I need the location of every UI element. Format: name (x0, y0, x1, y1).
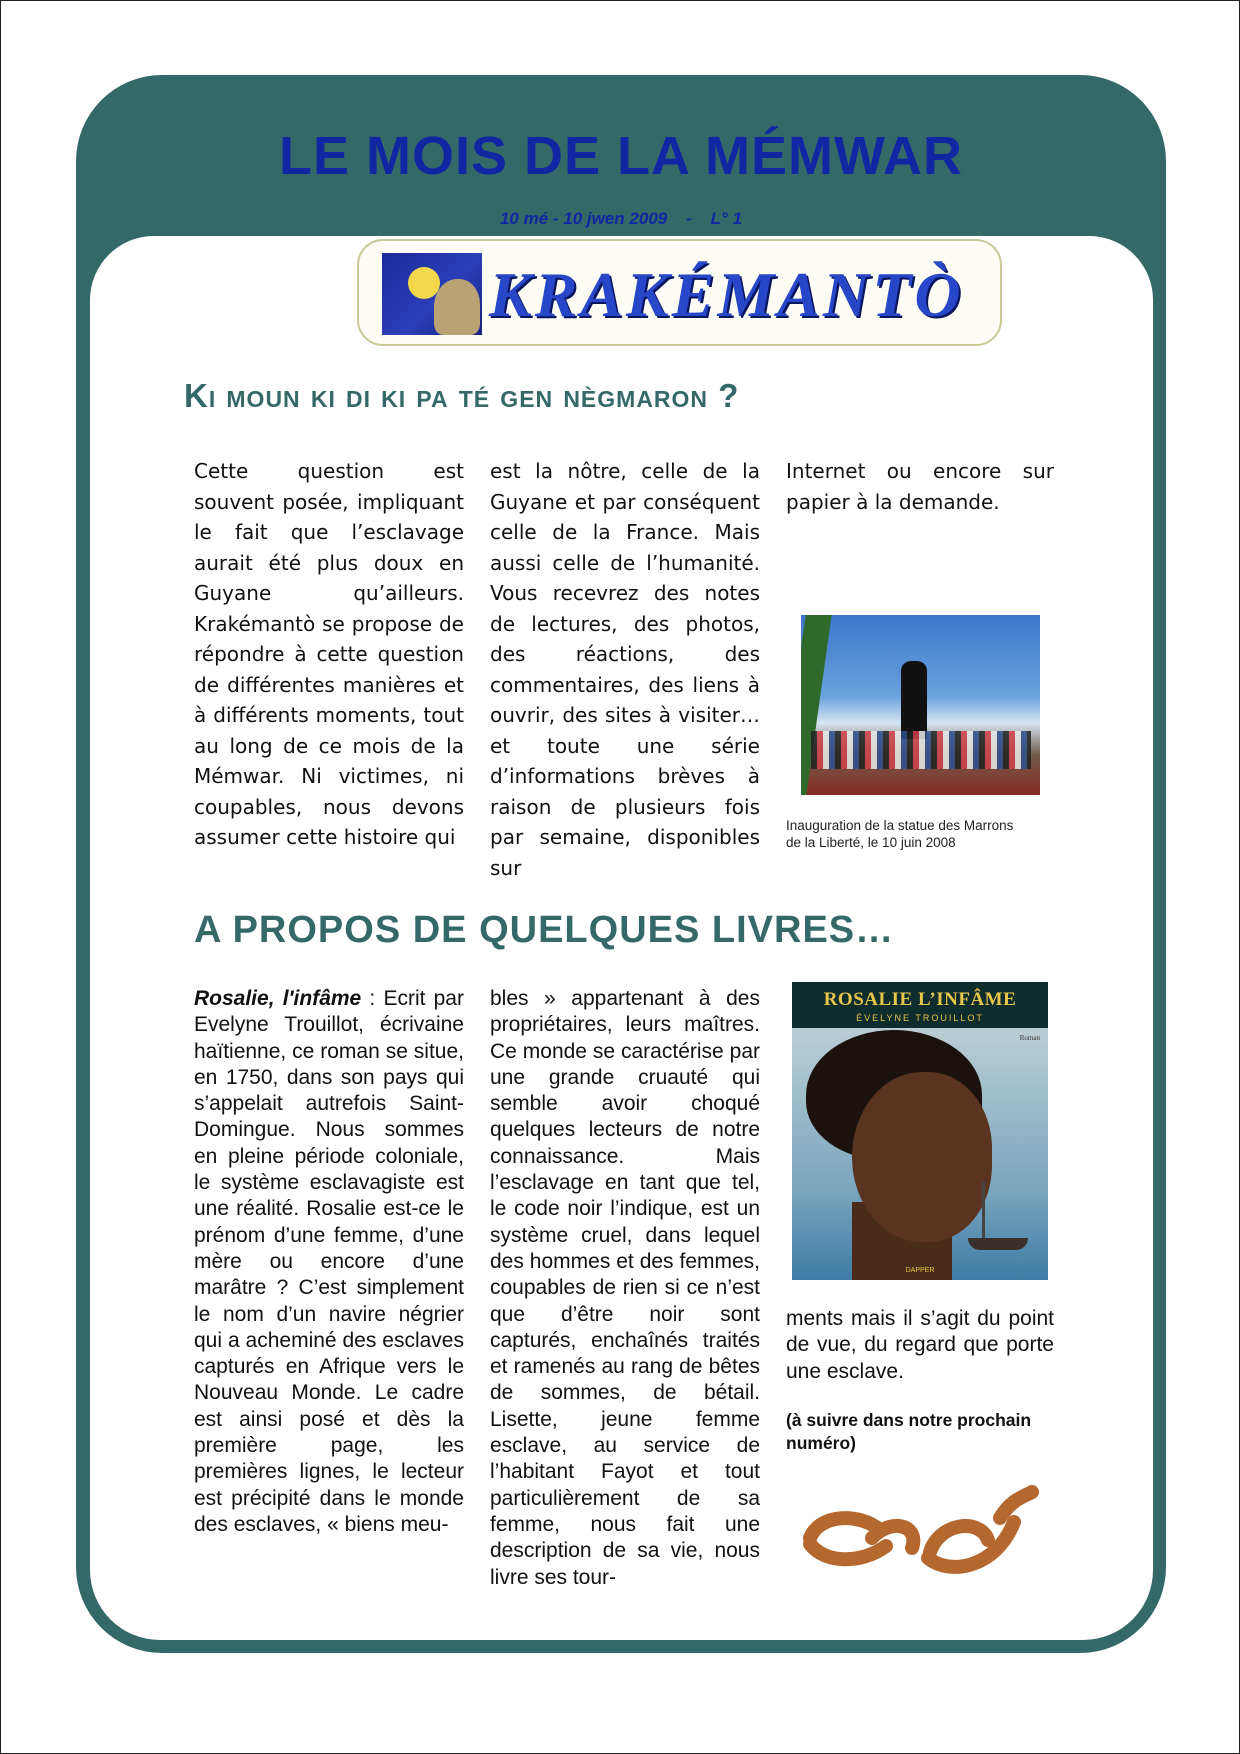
broken-chain-icon (800, 1478, 1040, 1578)
chain-link-end (1000, 1492, 1032, 1518)
cover-ship-hull (968, 1238, 1028, 1250)
crowd-shape (811, 731, 1031, 769)
cover-genre: Roman (1019, 1034, 1040, 1042)
cover-ship-mast (982, 1182, 985, 1242)
logo-wordmark: KRAKÉMANTÒ (489, 259, 964, 330)
cover-publisher: DAPPER (905, 1267, 935, 1274)
chain-link-left-lower (810, 1544, 886, 1559)
cover-title-band (792, 982, 1048, 1028)
masthead-title: LE MOIS DE LA MÉMWAR (279, 126, 963, 186)
cat-icon (434, 279, 480, 335)
photo-caption: Inauguration de la statue des Marrons de la Liberté, le 10 juin 2008 (786, 818, 1014, 850)
book-cover (792, 982, 1048, 1280)
statue-shape (901, 661, 927, 739)
statue-photo (801, 615, 1040, 795)
article2-column-1 (194, 986, 464, 1538)
article2-heading: A PROPOS DE QUELQUES LIVRES… (194, 909, 895, 951)
issue-line: 10 mé - 10 jwen 2009 - L° 1 (499, 209, 743, 228)
moon-cat-logo-icon (382, 253, 482, 335)
chain-link-right (930, 1526, 988, 1552)
book-lead-title: Rosalie, l'infâme (194, 987, 362, 1010)
article1-heading: Ki moun ki di ki pa té gen nègmaron ? (184, 377, 740, 414)
article2-column-2: bles » appartenant à des propriétaires, leurs maîtres. Ce monde se caractérise par une grande cruauté qui semble avoir choqué quelques lecteurs de notre connaissance. Mais l’esclavage en tant que tel, le code noir l’indique, est un système cruel, dans lequel des hommes et des femmes, coupables de rien si ce n’est que d’être noir sont capturés, enchaînés traités et ramenés au rang de bêtes de sommes, de bétail. Lisette, jeune femme esclave, au service de l’habitant Fayot et tout particulièrement de sa femme, nous fait une description de sa vie, nous livre ses tour- (490, 987, 760, 1589)
continued-note: (à suivre dans notre prochain numéro) (786, 1410, 1032, 1453)
article2-column-1-text: : Ecrit par Evelyne Trouillot, écrivaine haïtienne, ce roman se situe, en 1750, dans son pays qui s’appelait autrefois Saint-Domingue. Nous sommes en pleine période coloniale, le système esclavagiste est une réalité. Rosalie est-ce le prénom d’une femme, d’une mère ou encore d’une marâtre ? C’est simplement le nom d’un navire négrier qui a acheminé des esclaves capturés en Afrique vers le Nouveau Monde. Le cadre est ainsi posé et dès la première page, les premières lignes, le lecteur est précipité dans le monde des esclaves, « biens meu- (194, 987, 464, 1536)
article1-column-2: est la nôtre, celle de la Guyane et par conséquent celle de la France. Mais aussi celle de l’humanité. Vous recevrez des notes de lectures, des photos, des réactions, des commentaires, des liens à ouvrir, des sites à visiter… et toute une série d’informations brèves à raison de plusieurs fois par semaine, disponibles sur (490, 459, 760, 880)
logo-banner (357, 239, 1002, 346)
cover-face-shape (852, 1072, 992, 1242)
article1-column-1: Cette question est souvent posée, impliquant le fait que l’esclavage aurait été plus doux en Guyane qu’ailleurs. Krakémantò se propose de répondre à cette question de différentes manières et à différents moments, tout au long de ce mois de la Mémwar. Ni victimes, ni coupables, nous devons assumer cette histoire qui (194, 459, 464, 849)
article1-column-3: Internet ou encore sur papier à la demande. (786, 459, 1054, 514)
cover-author: ÉVELYNE TROUILLOT (856, 1013, 984, 1023)
article2-column-3: ments mais il s’agit du point de vue, du regard que porte une esclave. (786, 1307, 1054, 1383)
cover-title: ROSALIE L’INFÂME (823, 989, 1017, 1010)
